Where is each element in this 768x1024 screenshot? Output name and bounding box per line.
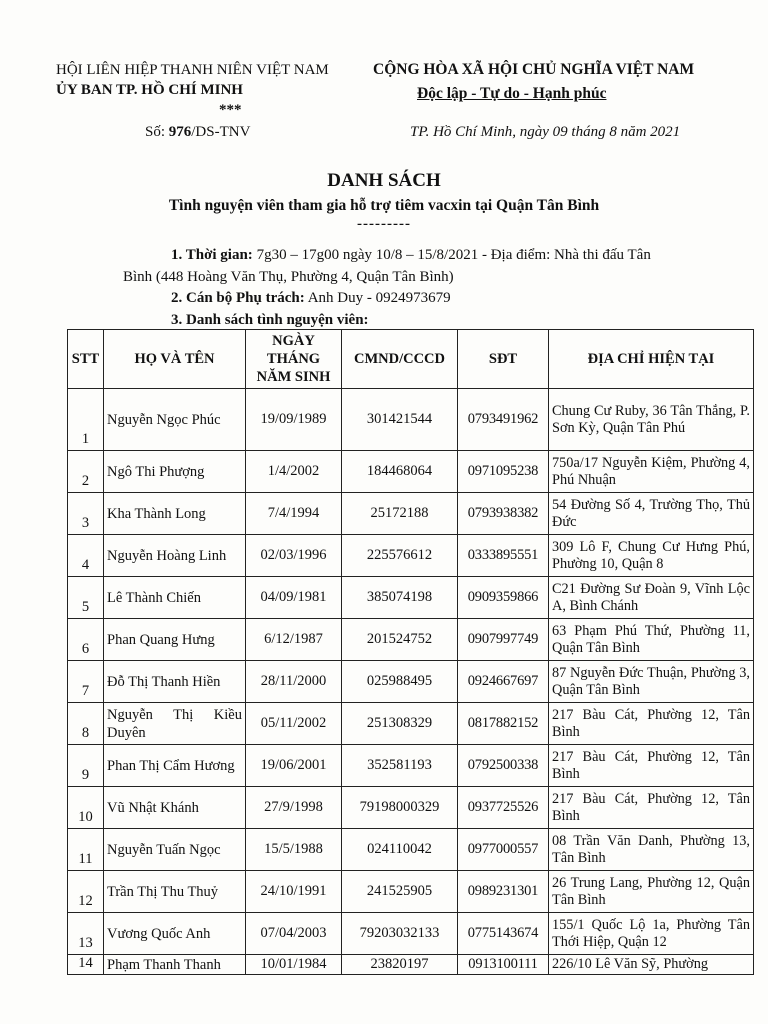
cell-id: 385074198 [342, 577, 458, 619]
cell-name: Phan Quang Hưng [104, 619, 246, 661]
cell-stt: 10 [68, 787, 104, 829]
date-line: TP. Hồ Chí Minh, ngày 09 tháng 8 năm 2021 [410, 124, 681, 140]
cell-id: 225576612 [342, 535, 458, 577]
org-committee: ỦY BAN TP. HỒ CHÍ MINH [56, 82, 243, 98]
organization-block [56, 60, 376, 118]
cell-phone: 0793491962 [458, 389, 549, 451]
document-title: DANH SÁCH [327, 170, 441, 191]
header-name: HỌ VÀ TÊN [104, 330, 246, 389]
cell-phone: 0793938382 [458, 493, 549, 535]
header-address: ĐỊA CHỈ HIỆN TẠI [549, 330, 754, 389]
cell-address: 155/1 Quốc Lộ 1a, Phường Tân Thới Hiệp, Quận 12 [549, 913, 754, 955]
cell-address: 54 Đường Số 4, Trường Thọ, Thủ Đức [549, 493, 754, 535]
cell-address: 226/10 Lê Văn Sỹ, Phường [549, 955, 754, 975]
cell-stt: 6 [68, 619, 104, 661]
header-phone: SĐT [458, 330, 549, 389]
cell-name: Ngô Thi Phượng [104, 451, 246, 493]
cell-stt: 13 [68, 913, 104, 955]
nation-motto: Độc lập - Tự do - Hạnh phúc [417, 85, 607, 102]
cell-address: 217 Bàu Cát, Phường 12, Tân Bình [549, 703, 754, 745]
cell-name: Phan Thị Cẩm Hương [104, 745, 246, 787]
nation-title: CỘNG HÒA XÃ HỘI CHỦ NGHĨA VIỆT NAM [373, 61, 695, 78]
org-stars: *** [219, 102, 242, 118]
table-row [68, 619, 754, 661]
cell-id: 25172188 [342, 493, 458, 535]
cell-name: Trần Thị Thu Thuỷ [104, 871, 246, 913]
doc-number-prefix: Số: [145, 124, 169, 140]
cell-dob: 02/03/1996 [246, 535, 342, 577]
table-row [68, 661, 754, 703]
cell-address: C21 Đường Sư Đoàn 9, Vĩnh Lộc A, Bình Chánh [549, 577, 754, 619]
table-row [68, 577, 754, 619]
cell-name: Vũ Nhật Khánh [104, 787, 246, 829]
cell-dob: 6/12/1987 [246, 619, 342, 661]
info-time [171, 245, 651, 266]
cell-dob: 04/09/1981 [246, 577, 342, 619]
cell-name: Nguyễn Thị Kiều Duyên [104, 703, 246, 745]
volunteer-table [67, 329, 754, 975]
cell-stt: 5 [68, 577, 104, 619]
table-row [68, 535, 754, 577]
cell-address: 87 Nguyễn Đức Thuận, Phường 3, Quận Tân Bình [549, 661, 754, 703]
cell-phone: 0907997749 [458, 619, 549, 661]
table-body [68, 389, 754, 975]
cell-phone: 0977000557 [458, 829, 549, 871]
cell-id: 79198000329 [342, 787, 458, 829]
cell-address: 309 Lô F, Chung Cư Hưng Phú, Phường 10, Quận 8 [549, 535, 754, 577]
cell-address: 217 Bàu Cát, Phường 12, Tân Bình [549, 787, 754, 829]
header-stt: STT [68, 330, 104, 389]
cell-phone: 0924667697 [458, 661, 549, 703]
cell-dob: 7/4/1994 [246, 493, 342, 535]
cell-address: 08 Trần Văn Danh, Phường 13, Tân Bình [549, 829, 754, 871]
cell-stt: 14 [68, 955, 104, 975]
cell-id: 23820197 [342, 955, 458, 975]
org-name: HỘI LIÊN HIỆP THANH NIÊN VIỆT NAM [56, 62, 329, 78]
cell-dob: 05/11/2002 [246, 703, 342, 745]
cell-name: Nguyễn Hoàng Linh [104, 535, 246, 577]
cell-phone: 0792500338 [458, 745, 549, 787]
info-officer [171, 288, 451, 309]
table-row [68, 913, 754, 955]
table-row [68, 389, 754, 451]
cell-phone: 0937725526 [458, 787, 549, 829]
cell-dob: 19/06/2001 [246, 745, 342, 787]
cell-phone: 0333895551 [458, 535, 549, 577]
cell-id: 184468064 [342, 451, 458, 493]
cell-id: 352581193 [342, 745, 458, 787]
info-list-label [171, 310, 369, 331]
cell-dob: 24/10/1991 [246, 871, 342, 913]
cell-phone: 0817882152 [458, 703, 549, 745]
cell-name: Phạm Thanh Thanh [104, 955, 246, 975]
cell-dob: 07/04/2003 [246, 913, 342, 955]
cell-name: Đỗ Thị Thanh Hiền [104, 661, 246, 703]
cell-id: 251308329 [342, 703, 458, 745]
table-row [68, 829, 754, 871]
cell-name: Lê Thành Chiến [104, 577, 246, 619]
cell-name: Nguyễn Tuấn Ngọc [104, 829, 246, 871]
cell-stt: 11 [68, 829, 104, 871]
cell-address: 63 Phạm Phú Thứ, Phường 11, Quận Tân Bình [549, 619, 754, 661]
nation-block [373, 60, 695, 102]
cell-name: Nguyễn Ngọc Phúc [104, 389, 246, 451]
cell-id: 301421544 [342, 389, 458, 451]
info-officer-label: 2. Cán bộ Phụ trách: [171, 290, 305, 306]
cell-id: 024110042 [342, 829, 458, 871]
info-list-label-text: 3. Danh sách tình nguyện viên: [171, 312, 369, 328]
cell-address: 750a/17 Nguyễn Kiệm, Phường 4, Phú Nhuận [549, 451, 754, 493]
cell-dob: 1/4/2002 [246, 451, 342, 493]
table-row [68, 787, 754, 829]
cell-phone: 0909359866 [458, 577, 549, 619]
info-officer-value: Anh Duy - 0924973679 [304, 290, 451, 306]
cell-name: Kha Thành Long [104, 493, 246, 535]
cell-stt: 12 [68, 871, 104, 913]
cell-stt: 3 [68, 493, 104, 535]
table-row [68, 451, 754, 493]
cell-stt: 9 [68, 745, 104, 787]
info-time-label: 1. Thời gian: [171, 247, 253, 263]
cell-phone: 0775143674 [458, 913, 549, 955]
info-time-value: 7g30 – 17g00 ngày 10/8 – 15/8/2021 - Địa điểm: Nhà thi đấu Tân [252, 247, 651, 263]
cell-dob: 28/11/2000 [246, 661, 342, 703]
table-row [68, 871, 754, 913]
cell-dob: 27/9/1998 [246, 787, 342, 829]
cell-name: Vương Quốc Anh [104, 913, 246, 955]
cell-address: 26 Trung Lang, Phường 12, Quận Tân Bình [549, 871, 754, 913]
document-subtitle: Tình nguyện viên tham gia hỗ trợ tiêm vacxin tại Quận Tân Bình [168, 197, 600, 214]
info-time-continued: Bình (448 Hoàng Văn Thụ, Phường 4, Quận Tân Bình) [123, 269, 454, 285]
cell-phone: 0971095238 [458, 451, 549, 493]
table-row [68, 745, 754, 787]
cell-id: 201524752 [342, 619, 458, 661]
doc-number-value: 976 [168, 124, 192, 140]
title-divider: --------- [357, 216, 411, 232]
cell-phone: 0989231301 [458, 871, 549, 913]
header-dob: NGÀY THÁNG NĂM SINH [246, 330, 342, 389]
document-number [145, 124, 250, 141]
table-header-row [68, 330, 754, 389]
cell-id: 025988495 [342, 661, 458, 703]
cell-stt: 1 [68, 389, 104, 451]
table-row [68, 955, 754, 975]
cell-id: 79203032133 [342, 913, 458, 955]
table-row [68, 703, 754, 745]
cell-id: 241525905 [342, 871, 458, 913]
cell-address: 217 Bàu Cát, Phường 12, Tân Bình [549, 745, 754, 787]
cell-stt: 8 [68, 703, 104, 745]
cell-stt: 7 [68, 661, 104, 703]
cell-dob: 10/01/1984 [246, 955, 342, 975]
table-row [68, 493, 754, 535]
doc-number-suffix: /DS-TNV [191, 124, 251, 140]
header-id: CMND/CCCD [342, 330, 458, 389]
cell-dob: 15/5/1988 [246, 829, 342, 871]
cell-phone: 0913100111 [458, 955, 549, 975]
cell-stt: 4 [68, 535, 104, 577]
cell-address: Chung Cư Ruby, 36 Tân Thắng, P. Sơn Kỳ, Quận Tân Phú [549, 389, 754, 451]
cell-dob: 19/09/1989 [246, 389, 342, 451]
cell-stt: 2 [68, 451, 104, 493]
